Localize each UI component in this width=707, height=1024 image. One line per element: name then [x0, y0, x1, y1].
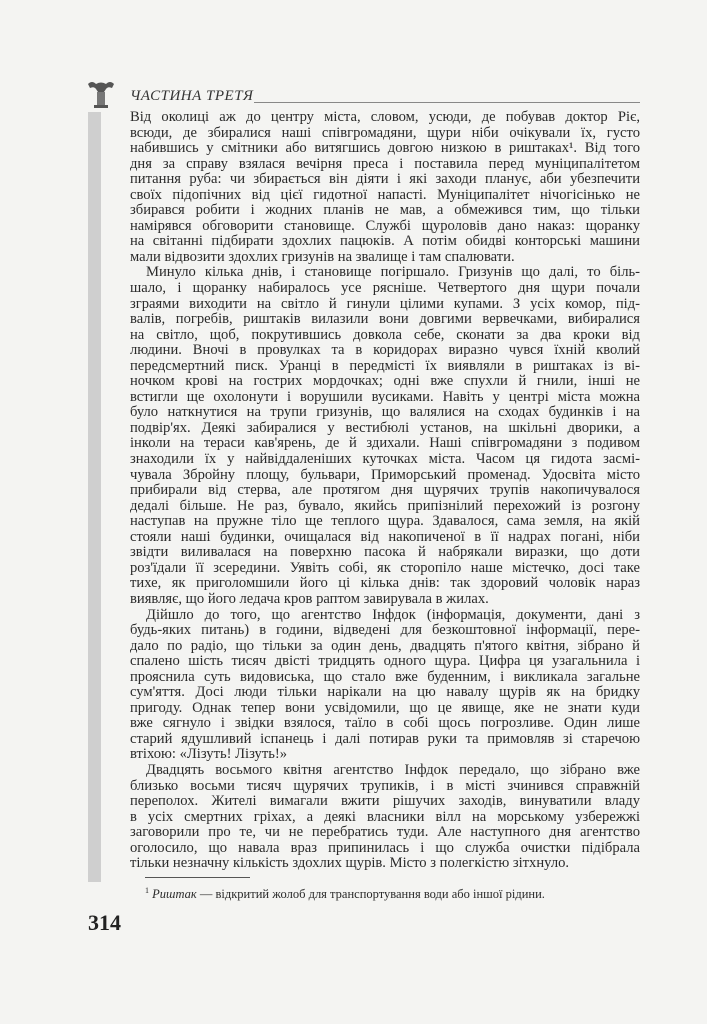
- text-line: роз'їдали її зсередини. Уявіть собі, як сторопіло наше містечко, досі таке: [130, 559, 640, 576]
- column-capital-ornament-icon: [86, 80, 116, 110]
- text-line: зграями виходити на світло й гинули цілими купами. З усіх комор, під-: [130, 295, 640, 312]
- footnote-rule: [145, 877, 250, 878]
- text-line: тільки незначну кількість здохлих щурів. Місто з полегкістю зітхнуло.: [130, 855, 570, 872]
- text-line: людини. Вночі в провулках та в коридорах виразно чувся їхній кволий: [130, 342, 640, 359]
- text-line: в усіх смертних гріхах, а деякі власники вілл на морському узбережжі: [130, 808, 640, 825]
- footnote-term: Риштак: [152, 887, 197, 902]
- running-head: ЧАСТИНА ТРЕТЯ: [130, 88, 254, 104]
- text-line: знаходили їх у найвіддаленіших куточках міста. Часом ця гидота засмі-: [130, 451, 640, 468]
- text-line: прибирали від стерва, але протягом дня щурячих трупів накопичувалося: [130, 482, 640, 499]
- text-line: всюди, де збиралися наші співгромадяни, щури ніби очікували їх, густо: [130, 124, 640, 141]
- text-line: дедалі більше. Не раз, бувало, якийсь припізнілий перехожий із розгону: [130, 497, 640, 514]
- text-line: збирався робити і жодних планів не мав, а обмежився тим, що тільки: [130, 202, 640, 219]
- text-line: будь-яких питань) в години, відведені для безкоштовної інформації, пере-: [130, 622, 640, 639]
- text-line: чувала Збройну площу, бульвари, Приморський променад. Удосвіта місто: [130, 466, 640, 483]
- paragraph: [130, 608, 640, 763]
- text-line: близько восьми тисяч щурячих трупиків, і в місті зчинився справжній: [130, 777, 640, 794]
- paragraph: [130, 763, 640, 872]
- header-rule: [254, 102, 640, 103]
- text-line: прояснила суть видовиська, що стало вже буденним, і викликала загальне: [130, 668, 640, 685]
- text-line: втіхою: «Лізуть! Лізуть!»: [130, 746, 288, 763]
- text-line: інколи на тераси кав'ярень, де й здихали. Наші співгромадяни з подивом: [130, 435, 640, 452]
- text-line: на світанні підбирати здохлих пацюків. А потім обидві конторські машини: [130, 233, 640, 250]
- text-line: на світло, щоб, покрутившись довкола себе, сконати за два кроки від: [130, 326, 640, 343]
- text-line: було наткнутися на трупи гризунів, що валялися на сходах будинків і на: [130, 404, 640, 421]
- text-line: передсмертний писк. Уранці в передмісті їх виявляли в риштаках із ві-: [130, 357, 640, 374]
- text-line: мали відвозити здохлих гризунів на звалище і там спалювати.: [130, 248, 515, 265]
- text-line: заговорили про те, чи не перебратись туди. Але наступного дня агентство: [130, 824, 640, 841]
- margin-bar: [88, 112, 101, 882]
- text-line: встигли ще охолонути і ворушили вусиками. Навіть у центрі міста можна: [130, 388, 640, 405]
- text-line: Двадцять восьмого квітня агентство Інфдок передало, що зібрано вже: [146, 761, 640, 778]
- page-number: 314: [88, 910, 121, 935]
- text-line: сум'яття. Досі люди тільки нарікали на цю навалу щурів як на бридку: [130, 684, 640, 701]
- text-line: питання руба: чи збирається він діяти і які заходи планує, аби убезпечити: [130, 171, 640, 188]
- text-line: валів, погребів, риштаків вилазили вони довгими вервечками, вибиралися: [130, 311, 640, 328]
- text-line: звідти виливалася на поверхню пасока й набрякали виразки, що доти: [130, 544, 640, 561]
- paragraph: [130, 110, 640, 265]
- text-line: своїх підопічних від цієї гидотної напасті. Муніципалітет нічогісінько не: [130, 186, 640, 203]
- text-line: пригоду. Однак тепер вони усвідомили, що це явище, яке не знати куди: [130, 699, 640, 716]
- footnote-marker: 1: [145, 886, 149, 895]
- body-text: [130, 110, 640, 872]
- text-line: стояли наші будинки, очищалася від накопиченої в її надрах погані, ніби: [130, 528, 640, 545]
- text-line: Від околиці аж до центру міста, словом, усюди, де побував доктор Ріє,: [130, 109, 640, 125]
- text-line: подвір'ях. Деякі забиралися у вестибюлі установ, на шкільні дворики, а: [130, 419, 640, 436]
- text-line: намірявся обговорити становище. Службі щуроловів дано наказ: щоранку: [130, 217, 640, 234]
- paragraph: [130, 265, 640, 607]
- text-line: старий ядушливий іспанець і далі потирав руки та примовляв зі старечою: [130, 730, 640, 747]
- text-line: спалено шість тисяч двісті тридцять одного щура. Цифра ця узагальнила і: [130, 653, 640, 670]
- text-line: тихе, як приголомшили його ці кілька днів: так здоровий чоловік нараз: [130, 575, 640, 592]
- text-line: виявляє, що його ледача кров раптом завирувала в жилах.: [130, 590, 489, 607]
- text-line: дня за справу взялася вечірня преса і поставила перед муніципалітетом: [130, 155, 640, 172]
- footnote: [145, 886, 545, 902]
- text-line: ночком крові на гострих мордочках; одні вже спухли й гнили, інші не: [130, 373, 640, 390]
- text-line: шало, і щоранку набиралось усе рясніше. Четвертого дня щури почали: [130, 280, 640, 297]
- text-line: вже сягнуло і звідки взялося, таїло в собі щось погрозливе. Один лише: [130, 715, 640, 732]
- text-line: дало по радіо, що тільки за один день, двадцять п'ятого квітня, зібрано й: [130, 637, 640, 654]
- footnote-text: — відкритий жолоб для транспортування води або іншої рідини.: [196, 887, 545, 902]
- text-line: оголосило, що навала враз припинилась і що служба очистки підібрала: [130, 839, 640, 856]
- text-line: переполох. Жителі вимагали вжити рішучих заходів, винуватили владу: [130, 793, 640, 810]
- text-line: наступав на пружне тіло ще теплого щура. Здавалося, сама земля, на якій: [130, 513, 640, 530]
- text-line: Минуло кілька днів, і становище погіршало. Гризунів що далі, то біль-: [146, 264, 640, 281]
- text-line: набившись у смітники або витягшись довгою низкою в риштаках¹. Від того: [130, 140, 640, 157]
- text-line: Дійшло до того, що агентство Інфдок (інформація, документи, дані з: [146, 606, 640, 623]
